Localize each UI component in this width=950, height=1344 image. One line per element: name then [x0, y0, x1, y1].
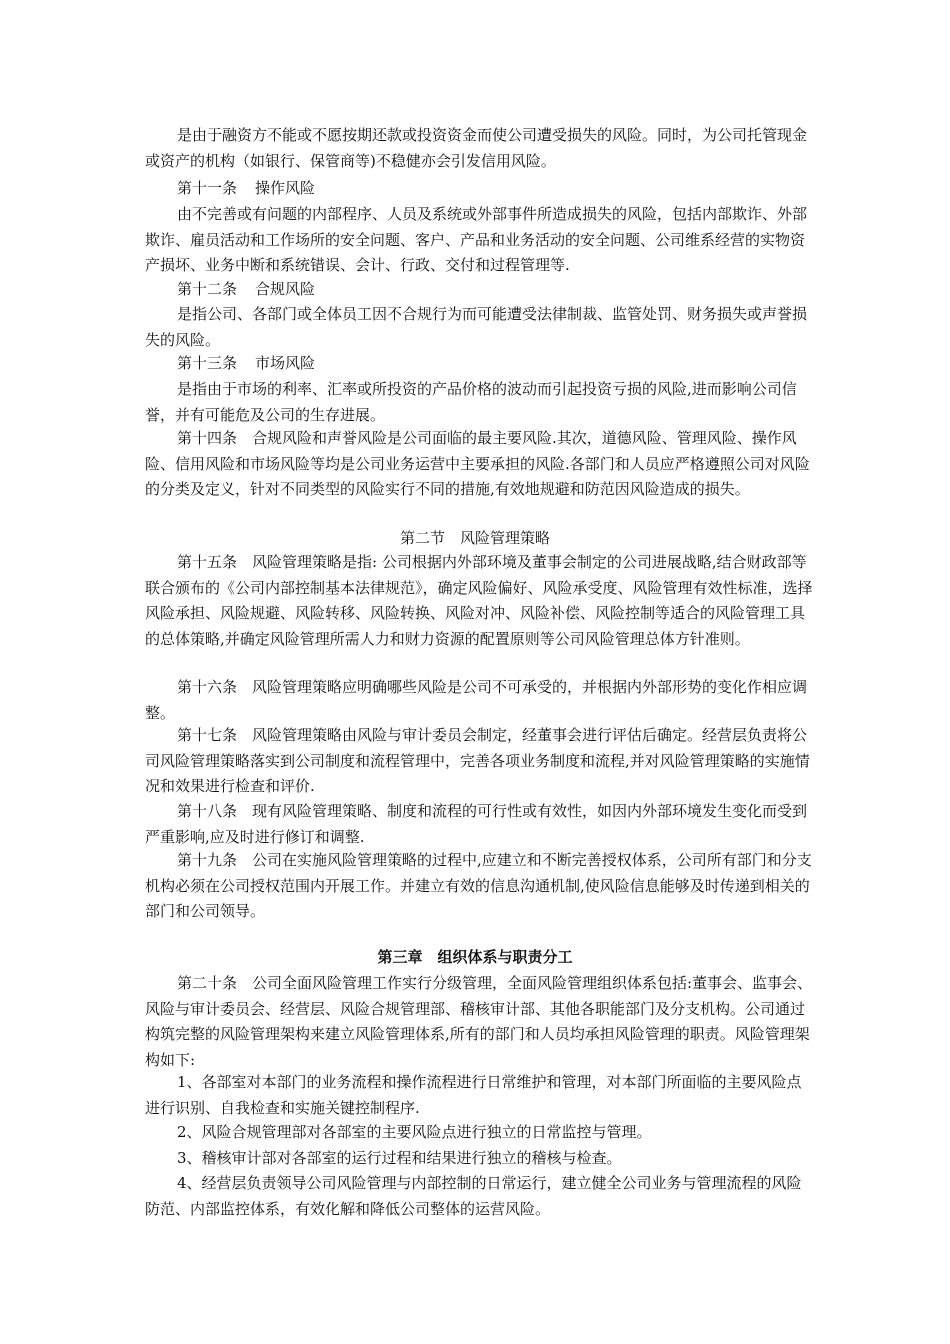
list-item-4: 4、经营层负责领导公司风险管理与内部控制的日常运行，建立健全公司业务与管理流程的风险防范、内部监控体系，有效化解和降低公司整体的运营风险。	[145, 1174, 802, 1218]
paragraph-credit-risk-continued: 是由于融资方不能或不愿按期还款或投资资金而使公司遭受损失的风险。同时，为公司托管现金或资产的机构（如银行、保管商等)不稳健亦会引发信用风险。	[145, 126, 808, 170]
paragraph-article-14: 第十四条 合规风险和声誉风险是公司面临的最主要风险.其次，道德风险、管理风险、操作风险、信用风险和市场风险等均是公司业务运营中主要承担的风险.各部门和人员应严格遵照公司对风险的分类及定义，针对不同类型的风险实行不同的措施,有效地规避和防范因风险造成的损失。	[145, 429, 810, 498]
article-title: 市场风险	[255, 354, 316, 372]
article-11-heading	[177, 177, 315, 199]
article-12-heading	[177, 278, 315, 300]
article-number: 第十一条	[177, 179, 238, 197]
list-item-1: 1、各部室对本部门的业务流程和操作流程进行日常维护和管理，对本部门所面临的主要风险点进行识别、自我检查和实施关键控制程序.	[145, 1073, 802, 1117]
paragraph-market-risk: 是指由于市场的利率、汇率或所投资的产品价格的波动而引起投资亏损的风险,进而影响公司信誉，并有可能危及公司的生存进展。	[145, 380, 797, 424]
paragraph-operational-risk: 由不完善或有问题的内部程序、人员及系统或外部事件所造成损失的风险，包括内部欺诈、外部欺诈、雇员活动和工作场所的安全问题、客户、产品和业务活动的安全问题、公司维系经营的实物资产损坏、业务中断和系统错误、会计、行政、交付和过程管理等.	[145, 205, 808, 274]
list-item-2: 2、风险合规管理部对各部室的主要风险点进行独立的日常监控与管理。	[177, 1123, 652, 1141]
article-number: 第十二条	[177, 280, 238, 298]
article-number: 第十三条	[177, 354, 238, 372]
paragraph-article-15: 第十五条 风险管理策略是指: 公司根据内外部环境及董事会制定的公司进展战略,结合财政部等联合颁布的《公司内部控制基本法律规范》，确定风险偏好、风险承受度、风险管理有效性标准，选择风险承担、风险规避、风险转移、风险转换、风险对冲、风险补偿、风险控制等适合的风险管理工具的总体策略,并确定风险管理所需人力和财力资源的配置原则等公司风险管理总体方针准则。	[145, 553, 813, 648]
paragraph-compliance-risk: 是指公司、各部门或全体员工因不合规行为而可能遭受法律制裁、监管处罚、财务损失或声誉损失的风险。	[145, 305, 808, 349]
paragraph-article-18: 第十八条 现有风险管理策略、制度和流程的可行性或有效性，如因内外部环境发生变化而受到严重影响,应及时进行修订和调整.	[145, 802, 808, 846]
paragraph-article-17: 第十七条 风险管理策略由风险与审计委员会制定，经董事会进行评估后确定。经营层负责将公司风险管理策略落实到公司制度和流程管理中，完善各项业务制度和流程,并对风险管理策略的实施情况和效果进行检查和评价.	[145, 726, 810, 795]
article-title: 合规风险	[255, 280, 316, 298]
chapter-3-title: 第三章 组织体系与职责分工	[377, 948, 573, 966]
section-2-title: 第二节 风险管理策略	[399, 529, 550, 547]
paragraph-article-20: 第二十条 公司全面风险管理工作实行分级管理，全面风险管理组织体系包括:董事会、监事会、风险与审计委员会、经营层、风险合规管理部、稽核审计部、其他各职能部门及分支机构。公司通过构筑完整的风险管理架构来建立风险管理体系,所有的部门和人员均承担风险管理的职责。风险管理架构如下:	[145, 974, 813, 1069]
list-item-3: 3、稽核审计部对各部室的运行过程和结果进行独立的稽核与检查。	[177, 1149, 622, 1167]
paragraph-article-16: 第十六条 风险管理策略应明确哪些风险是公司不可承受的，并根据内外部形势的变化作相应调整。	[145, 678, 808, 722]
paragraph-article-19: 第十九条 公司在实施风险管理策略的过程中,应建立和不断完善授权体系，公司所有部门和分支机构必须在公司授权范围内开展工作。并建立有效的信息沟通机制,使风险信息能够及时传递到相关的部门和公司领导。	[145, 851, 812, 920]
article-13-heading	[177, 352, 315, 374]
article-title: 操作风险	[255, 179, 316, 197]
